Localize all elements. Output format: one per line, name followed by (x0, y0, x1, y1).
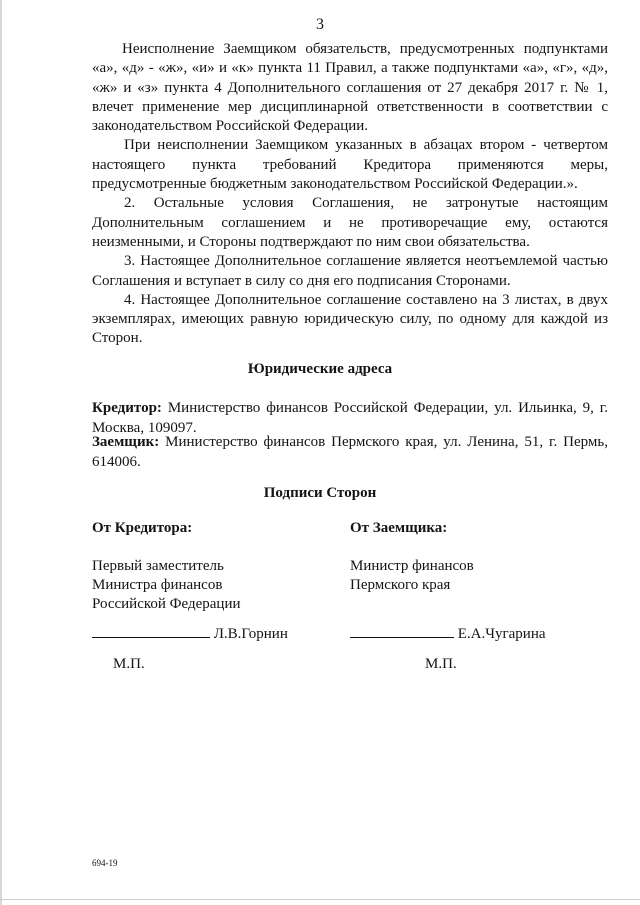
borrower-position-line: Министр финансов (350, 558, 474, 574)
borrower-title: От Заемщика: (350, 520, 448, 536)
borrower-signatory-name: Е.А.Чугарина (457, 626, 546, 642)
footer-code: 694-19 (92, 858, 118, 868)
borrower-position-line: Пермского края (350, 577, 451, 593)
body-paragraphs (92, 40, 608, 349)
paragraph: Неисполнение Заемщиком обязательств, предусмотренных подпунктами «а», «д» - «ж», «и» и «к» пункта 11 Правил, а также подпунктами «а», «г», «д», «ж» и «з» пункта 4 Дополнительного соглашения от 27 декабря 2017 г. № 1, влечет применение мер дисциплинарной ответственности в соответствии с законодательством Российской Федерации. (92, 41, 608, 135)
page-number: 3 (316, 16, 324, 33)
paragraph: 4. Настоящее Дополнительное соглашение составлено на 3 листах, в двух экземплярах, имеющих равную юридическую силу, по одному для каждой из Сторон. (92, 291, 608, 347)
creditor-stamp-place: М.П. (113, 656, 145, 672)
paragraph: 3. Настоящее Дополнительное соглашение является неотъемлемой частью Соглашения и вступает в силу со дня его подписания Сторонами. (92, 253, 608, 289)
borrower-address (92, 432, 608, 472)
creditor-signatory-name: Л.В.Горнин (213, 626, 288, 642)
signature-blank (92, 624, 210, 638)
signature-blank (350, 624, 454, 638)
borrower-signature-line (350, 624, 546, 643)
scan-left-edge (0, 0, 2, 905)
borrower-signature-block (350, 519, 474, 595)
paragraph: 2. Остальные условия Соглашения, не затронутые настоящим Дополнительным соглашением и не противоречащие ему, остаются неизменными, и Стороны подтверждают по ним свои обязательства. (92, 195, 608, 250)
creditor-position-line: Министра финансов (92, 577, 223, 593)
signatures-heading: Подписи Сторон (263, 485, 377, 501)
creditor-position-line: Российской Федерации (92, 596, 241, 612)
creditor-signature-line (92, 624, 288, 643)
creditor-address-text: Министерство финансов Российской Федерации, ул. Ильинка, 9, г. Москва, 109097. (92, 400, 609, 436)
borrower-stamp-place: М.П. (425, 656, 457, 672)
scan-bottom-edge (0, 899, 640, 900)
creditor-position-line: Первый заместитель (92, 558, 224, 574)
borrower-address-text: Министерство финансов Пермского края, ул. Ленина, 51, г. Пермь, 614006. (92, 434, 608, 470)
borrower-label: Заемщик: (92, 434, 160, 450)
creditor-title: От Кредитора: (92, 520, 193, 536)
creditor-signature-block (92, 519, 241, 614)
paragraph: При неисполнении Заемщиком указанных в абзацах втором - четвертом настоящего пункта требований Кредитора применяются меры, предусмотренные бюджетным законодательством Российской Федерации.». (92, 137, 608, 193)
legal-addresses-heading: Юридические адреса (247, 361, 393, 377)
creditor-label: Кредитор: (92, 400, 162, 416)
